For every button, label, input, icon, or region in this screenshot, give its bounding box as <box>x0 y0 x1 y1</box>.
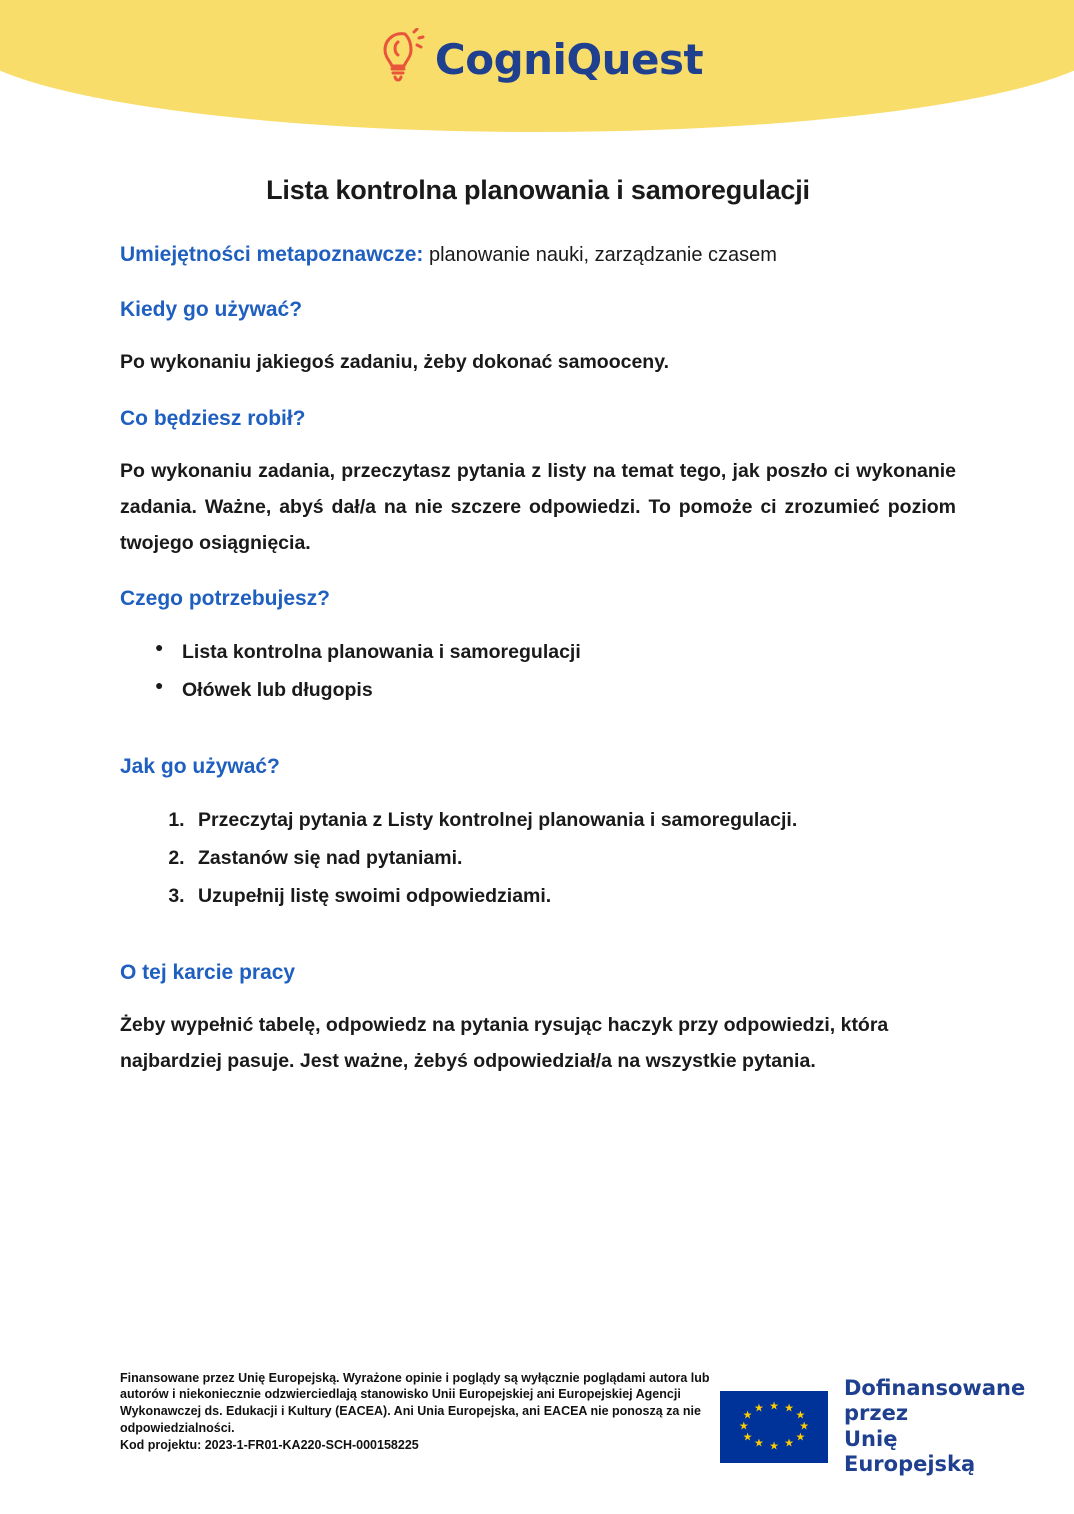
list-item: 3. Uzupełnij listę swoimi odpowiedziami. <box>190 877 956 915</box>
european-union-flag-icon: ★ ★ ★ ★ ★ ★ ★ ★ ★ ★ ★ ★ <box>720 1391 828 1463</box>
steps-list <box>120 801 956 915</box>
brand-name-part1: Cogni <box>434 34 567 84</box>
skills-line <box>120 240 956 270</box>
lightbulb-brain-icon <box>371 28 429 90</box>
eu-funding-caption <box>844 1376 1034 1478</box>
eu-caption-line1: Dofinansowane przez <box>844 1375 1026 1426</box>
brand-name-part2: Quest <box>566 34 704 84</box>
brand-name <box>435 35 703 84</box>
page-footer <box>0 1370 1074 1478</box>
list-item: 2. Zastanów się nad pytaniami. <box>190 839 956 877</box>
page-title: Lista kontrolna planowania i samoregulacji <box>266 175 810 205</box>
list-item: ● Lista kontrolna planowania i samoregulacji <box>182 633 956 671</box>
eu-caption-line2: Unię Europejską <box>844 1426 976 1477</box>
text-what-will-you-do: Po wykonaniu zadania, przeczytasz pytania z listy na temat tego, jak poszło ci wykonanie zadania. Ważne, abyś dał/a na nie szczere odpowiedzi. To pomoże ci zrozumieć poziom twojego osiągnięcia. <box>120 459 956 554</box>
heading-about-worksheet: O tej karcie pracy <box>120 960 296 984</box>
heading-when-to-use: Kiedy go używać? <box>120 298 303 322</box>
footer-disclaimer: Finansowane przez Unię Europejską. Wyrażone opinie i poglądy są wyłącznie poglądami autora lub autorów i niekoniecznie odzwierciedlają stanowisko Unii Europejskiej ani Europejskiej Agencji Wykonawczej ds. Edukacji i Kultury (EACEA). Ani Unia Europejska, ani EACEA nie ponoszą za nie odpowiedzialności. <box>120 1370 710 1436</box>
list-item: ● Ołówek lub długopis <box>182 671 956 709</box>
materials-list <box>120 633 956 709</box>
text-when-to-use: Po wykonaniu jakiegoś zadaniu, żeby dokonać samooceny. <box>120 351 670 374</box>
brand-logo <box>0 28 1074 90</box>
list-item: 1. Przeczytaj pytania z Listy kontrolnej planowania i samoregulacji. <box>190 801 956 839</box>
skills-label: Umiejętności metapoznawcze: <box>120 243 424 266</box>
text-about-worksheet: Żeby wypełnić tabelę, odpowiedz na pytania rysując haczyk przy odpowiedzi, która najbardziej pasuje. Jest ważne, żebyś odpowiedział/a na wszystkie pytania. <box>120 1013 889 1072</box>
heading-what-will-you-do: Co będziesz robił? <box>120 406 306 430</box>
footer-project-code: Kod projektu: 2023-1-FR01-KA220-SCH-000158225 <box>120 1438 419 1453</box>
eu-funding-badge <box>720 1370 1034 1478</box>
skills-value: planowanie nauki, zarządzanie czasem <box>428 244 777 266</box>
footer-disclaimer-block <box>120 1370 720 1454</box>
heading-how-to-use: Jak go używać? <box>120 754 280 778</box>
heading-what-you-need: Czego potrzebujesz? <box>120 586 331 610</box>
document-content <box>0 175 1074 1105</box>
